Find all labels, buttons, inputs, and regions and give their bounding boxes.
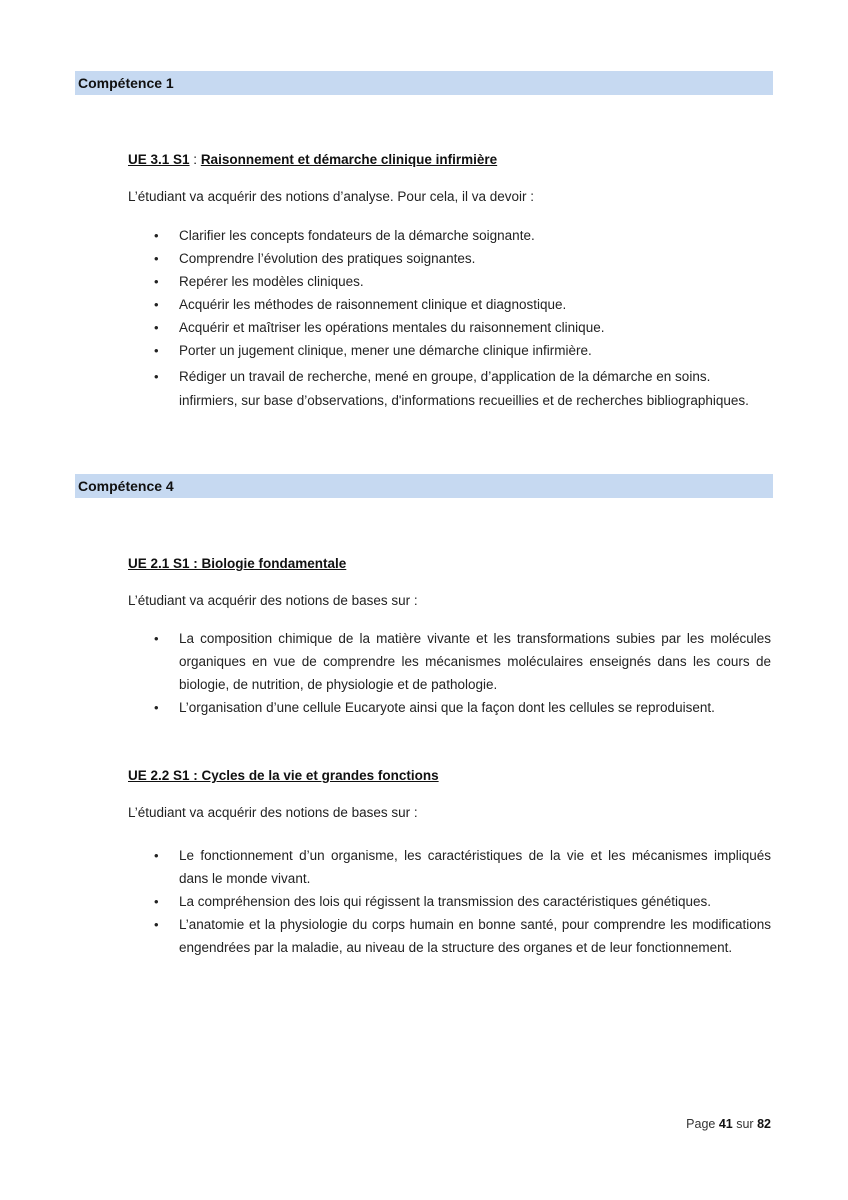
list-item: • Repérer les modèles cliniques.	[128, 270, 771, 293]
bullet-icon: •	[154, 343, 159, 358]
ue-3-1-intro: L’étudiant va acquérir des notions d’analyse. Pour cela, il va devoir :	[128, 189, 534, 204]
ue-2-1-title	[128, 556, 346, 571]
list-item: • L’anatomie et la physiologie du corps humain en bonne santé, pour comprendre les modifications engendrées par la maladie, au niveau de la structure des organes et de leur fonctionnement.	[128, 913, 771, 959]
ue-2-2-intro: L’étudiant va acquérir des notions de bases sur :	[128, 805, 418, 820]
ue-2-1-intro: L’étudiant va acquérir des notions de bases sur :	[128, 593, 418, 608]
ue-2-2-title	[128, 768, 439, 783]
ue-2-2-full-title: UE 2.2 S1 : Cycles de la vie et grandes fonctions	[128, 768, 439, 783]
bullet-icon: •	[154, 274, 159, 289]
page-total: 82	[757, 1117, 771, 1131]
ue-3-1-code: UE 3.1 S1	[128, 152, 190, 167]
list-item: • Rédiger un travail de recherche, mené en groupe, d’application de la démarche en soins. infirmiers, sur base d’observations, d'informations recueillies et de recherches bibliographiques.	[128, 365, 771, 413]
ue-3-1-objectives-list	[128, 224, 771, 413]
bullet-icon: •	[154, 917, 159, 932]
page-number	[686, 1117, 771, 1131]
bullet-icon: •	[154, 848, 159, 863]
section-heading-competence-1: Compétence 1	[75, 71, 773, 95]
bullet-icon: •	[154, 320, 159, 335]
list-item: • Clarifier les concepts fondateurs de la démarche soignante.	[128, 224, 771, 247]
ue-2-1-objectives-list	[128, 627, 771, 719]
ue-3-1-title	[128, 152, 497, 167]
list-item: • La compréhension des lois qui régissent la transmission des caractéristiques génétiques.	[128, 890, 771, 913]
ue-3-1-name: Raisonnement et démarche clinique infirmière	[200, 152, 498, 167]
ue-2-1-full-title: UE 2.1 S1 : Biologie fondamentale	[128, 556, 347, 571]
list-item: • Porter un jugement clinique, mener une démarche clinique infirmière.	[128, 339, 771, 362]
bullet-icon: •	[154, 700, 159, 715]
bullet-icon: •	[154, 297, 159, 312]
list-item: • Acquérir les méthodes de raisonnement clinique et diagnostique.	[128, 293, 771, 316]
list-item: • Acquérir et maîtriser les opérations mentales du raisonnement clinique.	[128, 316, 771, 339]
ue-2-2-objectives-list	[128, 844, 771, 959]
list-item: • Le fonctionnement d’un organisme, les caractéristiques de la vie et les mécanismes impliqués dans le monde vivant.	[128, 844, 771, 890]
list-item: • La composition chimique de la matière vivante et les transformations subies par les molécules organiques en vue de comprendre les mécanismes moléculaires enseignés dans les cours de biologie, de nutrition, de physiologie et de pathologie.	[128, 627, 771, 696]
ue-3-1-sep: :	[189, 152, 201, 167]
bullet-icon: •	[154, 251, 159, 266]
bullet-icon: •	[154, 228, 159, 243]
page-prefix: Page	[686, 1117, 716, 1131]
list-item: • Comprendre l’évolution des pratiques soignantes.	[128, 247, 771, 270]
page-current: 41	[718, 1117, 733, 1131]
list-item: • L’organisation d’une cellule Eucaryote ainsi que la façon dont les cellules se reproduisent.	[128, 696, 771, 719]
bullet-icon: •	[154, 631, 159, 646]
section-heading-competence-4: Compétence 4	[75, 474, 773, 498]
page-middle: sur	[736, 1117, 754, 1131]
bullet-icon: •	[154, 369, 159, 384]
bullet-icon: •	[154, 894, 159, 909]
